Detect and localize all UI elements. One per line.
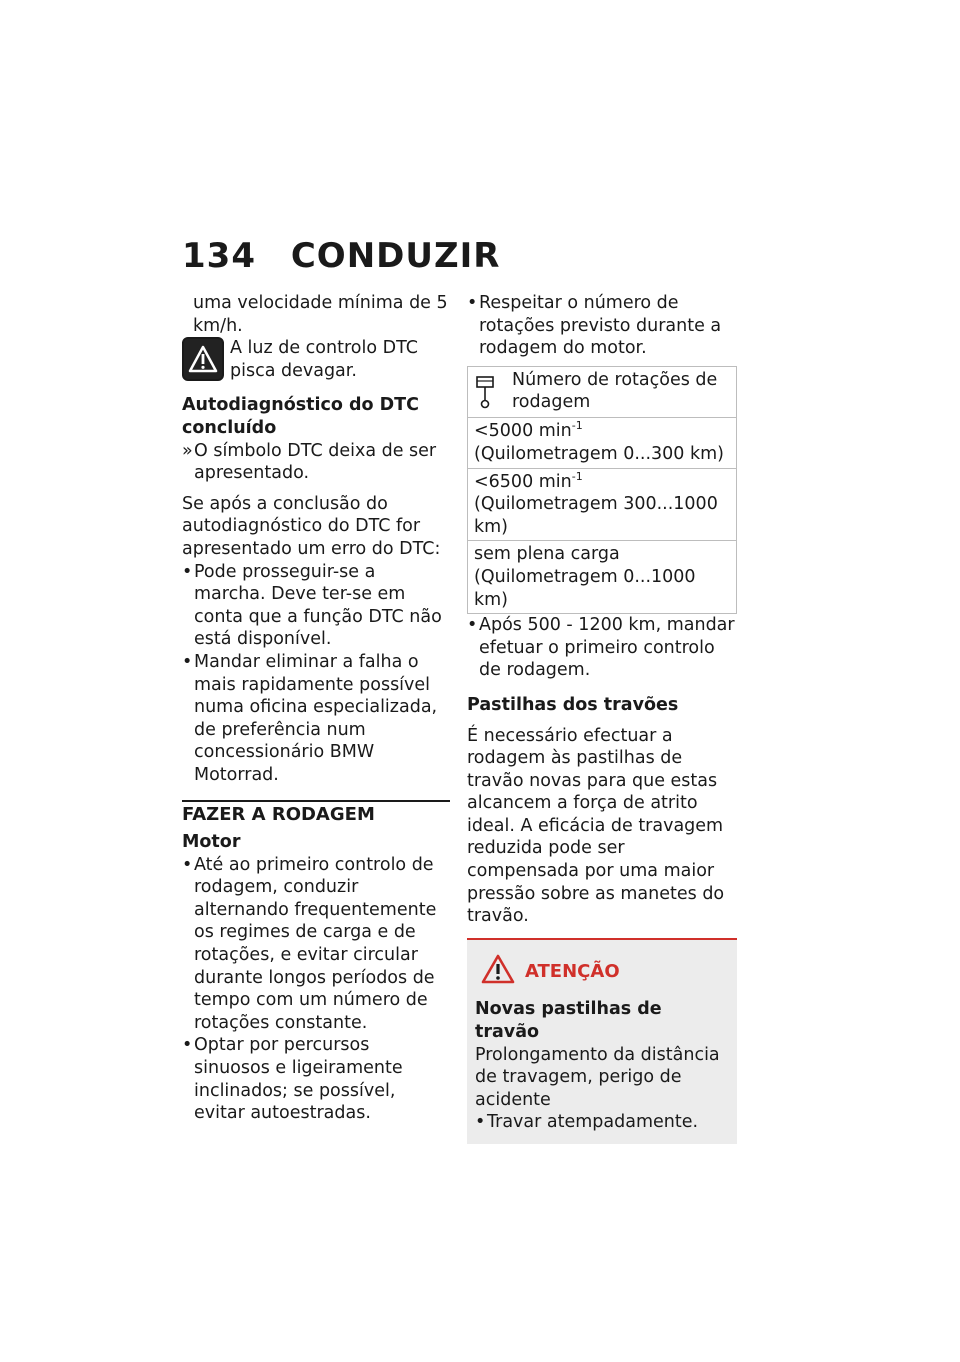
list-item — [475, 1111, 729, 1134]
list-item-text: Travar atempadamente. — [487, 1112, 699, 1133]
subhead-pastilhas: Pastilhas dos travões — [467, 694, 679, 715]
list-item-text: Pode prosseguir-se a marcha. Deve ter-se em conta que a função DTC não está disponível. — [194, 561, 442, 650]
table-row — [468, 468, 737, 541]
page-number: 134 — [182, 236, 256, 276]
table-header-text: Número de rotações de rodagem — [512, 369, 718, 413]
rpm-exponent: -1 — [571, 469, 583, 483]
rpm-note: (Quilometragem 0...300 km) — [474, 443, 724, 464]
rpm-value: <5000 min — [474, 421, 572, 442]
bullet-glyph: • — [182, 561, 193, 582]
list-item — [467, 614, 737, 682]
subhead-autodiagnostico: Autodiagnóstico do DTC concluído — [182, 395, 419, 438]
list-item-text: Respeitar o número de rotações previsto durante a rodagem do motor. — [479, 293, 722, 359]
paragraph-dtc-error: Se após a conclusão do autodiagnóstico do DTC for apresentado um erro do DTC: — [182, 493, 441, 559]
table-row — [468, 418, 737, 468]
warning-box — [467, 938, 737, 1144]
table-cell — [468, 468, 737, 541]
intro-line: uma velocidade mínima de 5 km/h. — [193, 293, 448, 336]
rpm-note: (Quilometragem 300...1000 km) — [474, 494, 718, 537]
rpm-value: sem plena carga (Quilometragem 0...1000 km) — [474, 544, 696, 610]
list-item-text: Optar por percursos sinuosos e ligeiramente inclinados; se possível, evitar autoestradas. — [194, 1035, 403, 1124]
arrow-item-text: O símbolo DTC deixa de ser apresentado. — [194, 440, 437, 484]
warning-light-icon — [182, 337, 224, 381]
bullet-glyph: • — [467, 293, 478, 313]
rpm-table — [467, 366, 737, 614]
bullet-glyph: • — [182, 1035, 193, 1056]
bullet-glyph: • — [475, 1112, 486, 1133]
dtc-indicator-note — [182, 337, 450, 382]
list-item-text: Mandar eliminar a falha o mais rapidamente possível numa oficina especializada, de preferência num concessionário BMW Motorrad. — [194, 651, 438, 785]
warning-title: Novas pastilhas de travão — [475, 999, 662, 1043]
list-item — [182, 651, 450, 787]
chapter-title: CONDUZIR — [290, 236, 501, 276]
paragraph-pastilhas: É necessário efectuar a rodagem às pastilhas de travão novas para que estas alcancem a força de atrito ideal. A eficácia de travagem reduzida pode ser compensada por uma maior pressão sobre as manetes do travão. — [467, 725, 725, 927]
dtc-indicator-text: A luz de controlo DTC pisca devagar. — [230, 338, 418, 381]
table-cell — [468, 541, 737, 614]
page-header — [182, 236, 500, 276]
warning-text: Prolongamento da distância de travagem, perigo de acidente — [475, 1044, 720, 1110]
section-title-rodagem: FAZER A RODAGEM — [182, 800, 450, 827]
engine-piston-icon — [474, 369, 512, 416]
list-item-text: Até ao primeiro controlo de rodagem, conduzir alternando frequentemente os regimes de carga e de rotações, e evitar circular durante longos períodos de tempo com um número de rotações constante. — [194, 854, 437, 1033]
list-item — [467, 292, 737, 360]
rpm-exponent: -1 — [571, 419, 583, 433]
table-header-row — [468, 366, 737, 418]
arrow-item — [182, 440, 450, 485]
table-header-cell — [468, 366, 737, 418]
list-item — [182, 561, 450, 651]
arrow-glyph: » — [182, 440, 193, 461]
bullet-glyph: • — [182, 651, 193, 672]
list-item — [182, 1034, 450, 1124]
warning-label: ATENÇÃO — [525, 960, 620, 982]
warning-header — [475, 954, 729, 991]
left-column — [182, 292, 450, 1125]
rpm-value: <6500 min — [474, 471, 572, 492]
right-column — [467, 292, 737, 1144]
warning-triangle-icon — [481, 954, 515, 991]
table-row — [468, 541, 737, 614]
list-item — [182, 854, 450, 1035]
subhead-motor: Motor — [182, 832, 241, 853]
bullet-glyph: • — [182, 854, 193, 875]
list-item-text: Após 500 - 1200 km, mandar efetuar o primeiro controlo de rodagem. — [479, 615, 735, 681]
bullet-glyph: • — [467, 615, 478, 636]
table-cell — [468, 418, 737, 468]
